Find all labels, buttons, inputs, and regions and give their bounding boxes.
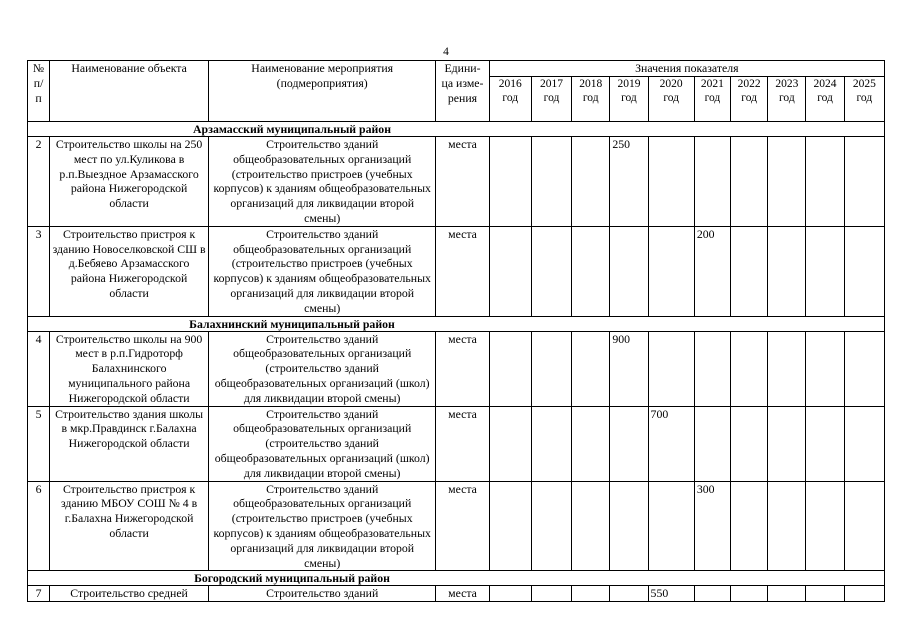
value-2018 — [572, 586, 610, 602]
header-year-2017 — [531, 77, 571, 122]
value-2025 — [844, 406, 884, 481]
value-2023 — [768, 226, 806, 316]
value-2017 — [531, 331, 571, 406]
value-2025 — [844, 137, 884, 227]
row-number: 7 — [28, 586, 50, 602]
header-event: Наименование мероприятия (подмероприятия) — [209, 61, 436, 122]
value-2019: 900 — [610, 331, 648, 406]
value-2019 — [610, 586, 648, 602]
value-2018 — [572, 481, 610, 571]
year-label: 2017 — [540, 78, 563, 90]
object-name: Строительство пристроя к зданию МБОУ СОШ № 4 в г.Балахна Нижегородской области — [50, 481, 209, 571]
value-2024 — [806, 137, 844, 227]
object-name: Строительство здания школы в мкр.Правдинск г.Балахна Нижегородской области — [50, 406, 209, 481]
unit-cell: места — [436, 137, 489, 227]
year-label: 2016 — [498, 78, 522, 90]
table-row — [28, 226, 885, 316]
header-year-2016 — [489, 77, 531, 122]
value-2017 — [531, 226, 571, 316]
value-2019 — [610, 481, 648, 571]
year-label: 2025 — [852, 78, 876, 90]
value-2022 — [731, 586, 768, 602]
value-2024 — [806, 406, 844, 481]
value-2016 — [489, 226, 531, 316]
section-row — [28, 316, 885, 331]
object-name: Строительство пристроя к зданию Новоселковской СШ в д.Бебяево Арзамасского района Нижегородской области — [50, 226, 209, 316]
indicators-table — [27, 60, 885, 602]
event-name: Строительство зданий общеобразовательных организаций (строительство пристроев (учебных корпусов) к зданиям общеобразовательных организаций для ликвидации второй смены) — [209, 481, 436, 571]
value-2020: 550 — [648, 586, 694, 602]
year-suffix: год — [621, 92, 637, 104]
section-title: Богородский муниципальный район — [28, 571, 885, 586]
value-2024 — [806, 226, 844, 316]
year-label: 2024 — [813, 78, 837, 90]
year-label: 2018 — [579, 78, 603, 90]
year-suffix: год — [856, 92, 873, 104]
value-2023 — [768, 586, 806, 602]
value-2018 — [572, 406, 610, 481]
value-2022 — [731, 406, 768, 481]
table-row — [28, 137, 885, 227]
year-suffix: год — [817, 92, 833, 104]
header-object: Наименование объекта — [50, 61, 209, 122]
table-row — [28, 481, 885, 571]
header-year-2020 — [648, 77, 694, 122]
value-2017 — [531, 586, 571, 602]
header-year-2022 — [731, 77, 768, 122]
year-label: 2020 — [659, 78, 683, 90]
year-suffix: год — [502, 92, 519, 104]
year-suffix: год — [582, 92, 599, 104]
section-title: Арзамасский муниципальный район — [28, 122, 885, 137]
year-label: 2023 — [775, 78, 799, 90]
value-2020 — [648, 137, 694, 227]
unit-cell: места — [436, 406, 489, 481]
value-2020 — [648, 481, 694, 571]
value-2025 — [844, 226, 884, 316]
value-2019 — [610, 226, 648, 316]
year-suffix: год — [741, 92, 757, 104]
value-2020: 700 — [648, 406, 694, 481]
unit-cell: места — [436, 226, 489, 316]
header-year-2018 — [572, 77, 610, 122]
value-2017 — [531, 481, 571, 571]
value-2023 — [768, 331, 806, 406]
value-2017 — [531, 137, 571, 227]
value-2019: 250 — [610, 137, 648, 227]
header-year-2023 — [768, 77, 806, 122]
value-2020 — [648, 331, 694, 406]
unit-cell: места — [436, 586, 489, 602]
value-2017 — [531, 406, 571, 481]
value-2022 — [731, 226, 768, 316]
header-year-2019 — [610, 77, 648, 122]
value-2021 — [694, 586, 730, 602]
value-2021 — [694, 137, 730, 227]
section-row — [28, 571, 885, 586]
object-name: Строительство школы на 250 мест по ул.Куликова в р.п.Выездное Арзамасского района Нижегородской области — [50, 137, 209, 227]
row-number: 4 — [28, 331, 50, 406]
value-2018 — [572, 226, 610, 316]
year-label: 2019 — [617, 78, 641, 90]
value-2016 — [489, 406, 531, 481]
value-2022 — [731, 331, 768, 406]
value-2016 — [489, 137, 531, 227]
row-number: 5 — [28, 406, 50, 481]
value-2021 — [694, 331, 730, 406]
object-name: Строительство школы на 900 мест в р.п.Гидроторф Балахнинского муниципального района Нижегородской области — [50, 331, 209, 406]
header-unit: Едини- ца изме- рения — [436, 61, 489, 122]
unit-cell: места — [436, 331, 489, 406]
year-suffix: год — [778, 92, 795, 104]
value-2018 — [572, 331, 610, 406]
header-row — [28, 61, 885, 77]
event-name: Строительство зданий общеобразовательных организаций (строительство зданий общеобразовательных организаций (школ) для ликвидации второй смены) — [209, 331, 436, 406]
value-2025 — [844, 481, 884, 571]
value-2024 — [806, 331, 844, 406]
row-number: 3 — [28, 226, 50, 316]
header-values: Значения показателя — [489, 61, 884, 77]
section-row — [28, 122, 885, 137]
value-2021: 200 — [694, 226, 730, 316]
value-2021 — [694, 406, 730, 481]
header-year-2024 — [806, 77, 844, 122]
value-2022 — [731, 137, 768, 227]
header-year-2021 — [694, 77, 730, 122]
table-row — [28, 331, 885, 406]
value-2025 — [844, 331, 884, 406]
table-row — [28, 406, 885, 481]
value-2022 — [731, 481, 768, 571]
year-label: 2021 — [700, 78, 724, 90]
row-number: 6 — [28, 481, 50, 571]
header-num: № п/ п — [28, 61, 50, 122]
value-2016 — [489, 331, 531, 406]
year-label: 2022 — [737, 78, 761, 90]
object-name: Строительство средней — [50, 586, 209, 602]
value-2020 — [648, 226, 694, 316]
event-name: Строительство зданий — [209, 586, 436, 602]
row-number: 2 — [28, 137, 50, 227]
event-name: Строительство зданий общеобразовательных организаций (строительство зданий общеобразовательных организаций (школ) для ликвидации второй смены) — [209, 406, 436, 481]
value-2021: 300 — [694, 481, 730, 571]
value-2023 — [768, 137, 806, 227]
value-2023 — [768, 406, 806, 481]
header-year-2025 — [844, 77, 884, 122]
value-2025 — [844, 586, 884, 602]
value-2016 — [489, 586, 531, 602]
event-name: Строительство зданий общеобразовательных организаций (строительство пристроев (учебных корпусов) к зданиям общеобразовательных организаций для ликвидации второй смены) — [209, 226, 436, 316]
value-2024 — [806, 586, 844, 602]
value-2023 — [768, 481, 806, 571]
year-suffix: год — [663, 92, 680, 104]
value-2024 — [806, 481, 844, 571]
value-2019 — [610, 406, 648, 481]
value-2016 — [489, 481, 531, 571]
event-name: Строительство зданий общеобразовательных организаций (строительство пристроев (учебных корпусов) к зданиям общеобразовательных организаций для ликвидации второй смены) — [209, 137, 436, 227]
page-number: 4 — [443, 46, 449, 58]
section-title: Балахнинский муниципальный район — [28, 316, 885, 331]
year-suffix: год — [704, 92, 721, 104]
unit-cell: места — [436, 481, 489, 571]
table-row — [28, 586, 885, 602]
value-2018 — [572, 137, 610, 227]
year-suffix: год — [543, 92, 560, 104]
